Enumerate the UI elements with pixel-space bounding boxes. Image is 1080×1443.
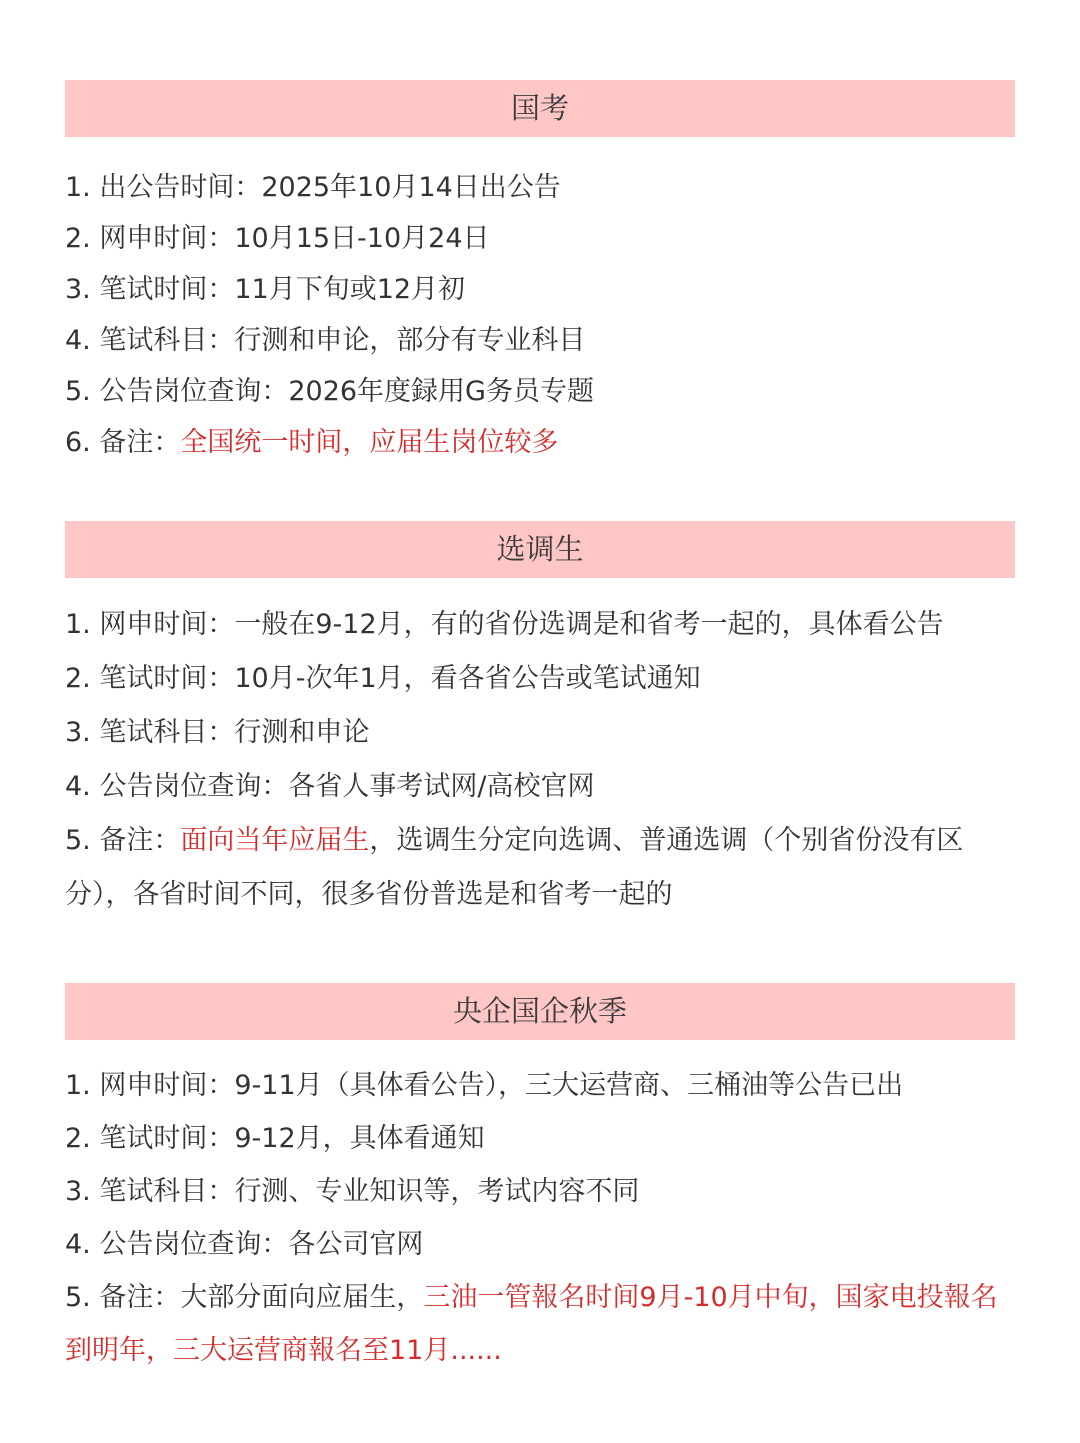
list-item: 3. 笔试科目：行测、专业知识等，考试内容不同 [65, 1176, 640, 1207]
list-item: 3. 笔试科目：行测和申论 [65, 717, 370, 748]
section-yangqi-guoqi [65, 983, 1015, 1377]
list-item: 4. 公告岗位查询：各公司官网 [65, 1229, 424, 1260]
note-label: 5. 备注：大部分面向应届生， [65, 1282, 424, 1313]
highlight-text: 面向当年应届生 [180, 825, 370, 856]
section-header: 央企国企秋季 [65, 983, 1015, 1040]
section-header: 国考 [65, 80, 1015, 137]
highlight-text: 三油一管報名时间9月-10月中旬，国家电投報名到明年，三大运营商報名至11月...... [65, 1282, 998, 1366]
item-list [65, 162, 1015, 468]
list-item: 1. 网申时间：9-11月（具体看公告），三大运营商、三桶油等公告已出 [65, 1070, 904, 1101]
list-item: 3. 笔试时间：11月下旬或12月初 [65, 274, 466, 305]
item-list [65, 1059, 1015, 1377]
note-label: 5. 备注： [65, 825, 181, 856]
list-item: 2. 笔试时间：10月-次年1月，看各省公告或笔试通知 [65, 663, 701, 694]
section-guokao [65, 80, 1015, 468]
list-item: 5. 公告岗位查询：2026年度録用G务员专题 [65, 376, 594, 407]
list-item: 2. 笔试时间：9-12月，具体看通知 [65, 1123, 485, 1154]
list-item [65, 1271, 1015, 1377]
list-item: 4. 笔试科目：行测和申论，部分有专业科目 [65, 325, 586, 356]
section-xuandiaosheng [65, 521, 1015, 922]
item-list [65, 598, 1015, 922]
note-text: ，选调生分定向选调、普通选调（个别省份没有区分），各省时间不同，很多省份普选是和省考一起的 [65, 825, 964, 910]
section-header: 选调生 [65, 521, 1015, 578]
list-item: 1. 网申时间：一般在9-12月，有的省份选调是和省考一起的，具体看公告 [65, 609, 944, 640]
note-label: 6. 备注： [65, 427, 181, 458]
list-item: 2. 网申时间：10月15日-10月24日 [65, 223, 490, 254]
highlight-text: 全国统一时间，应届生岗位较多 [180, 427, 559, 458]
list-item [65, 814, 1015, 922]
list-item: 1. 出公告时间：2025年10月14日出公告 [65, 172, 561, 203]
list-item [65, 417, 1015, 468]
list-item: 4. 公告岗位查询：各省人事考试网/高校官网 [65, 771, 595, 802]
